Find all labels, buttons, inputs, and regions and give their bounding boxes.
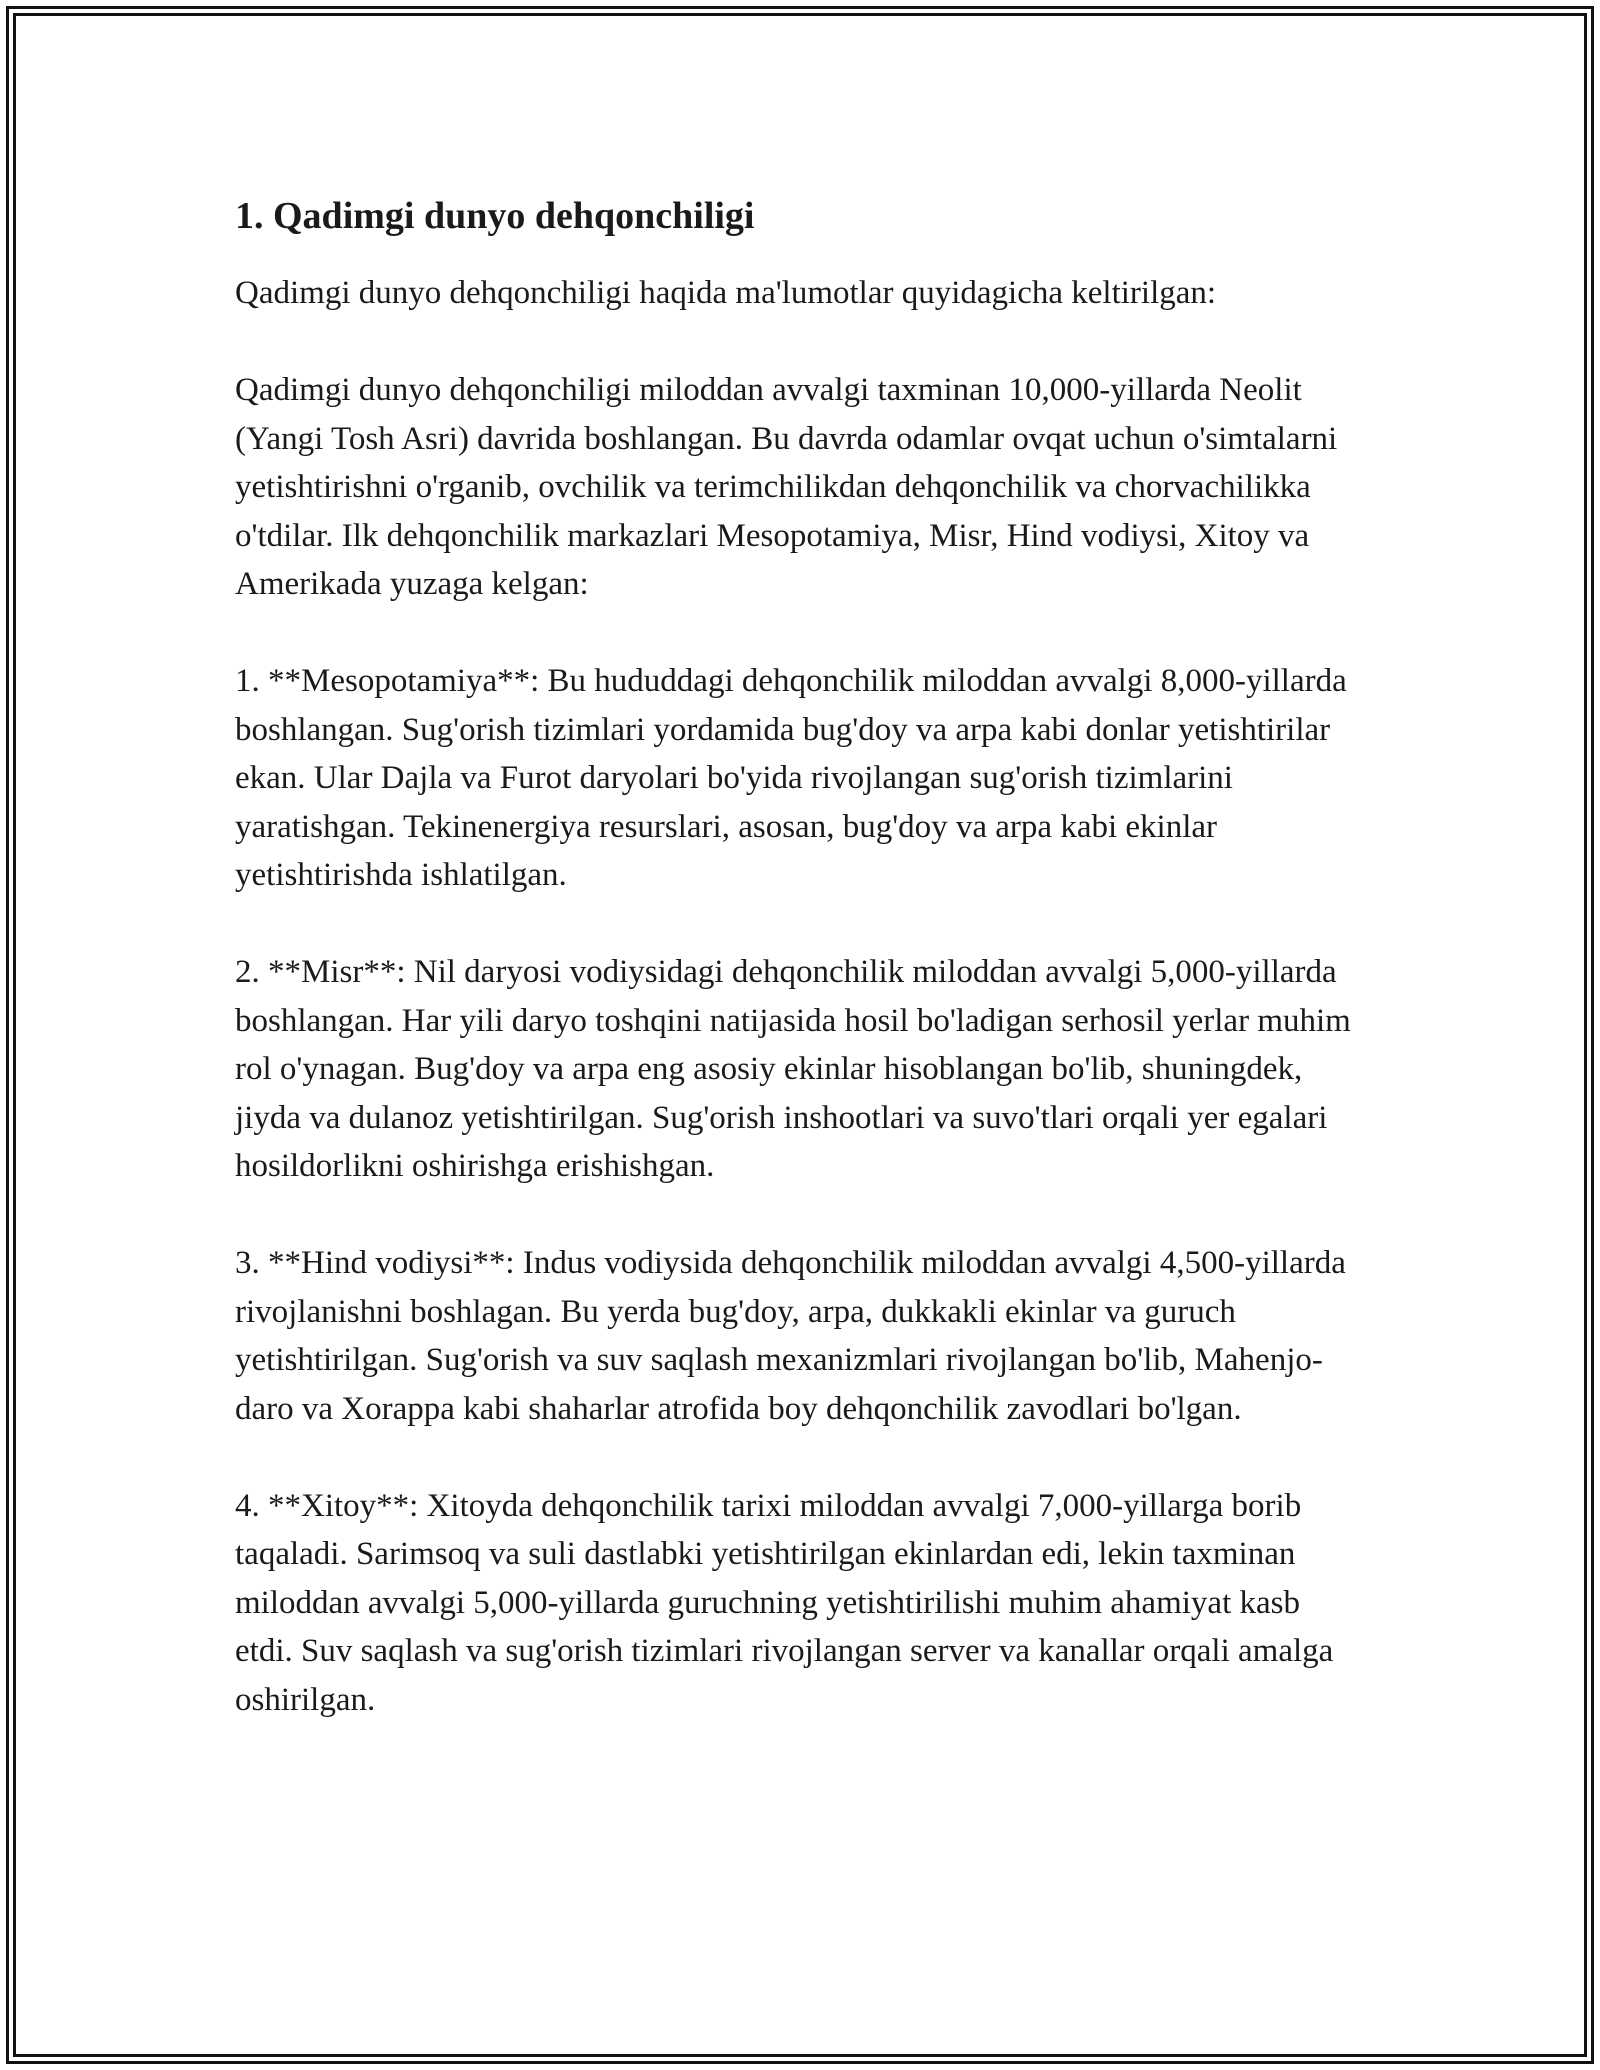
- intro-paragraph: Qadimgi dunyo dehqonchiligi haqida ma'lumotlar quyidagicha keltirilgan:: [235, 275, 1217, 311]
- paragraph-egypt: 2. **Misr**: Nil daryosi vodiysidagi dehqonchilik miloddan avvalgi 5,000-yillarda boshlangan. Har yili daryo toshqini natijasida hosil bo'ladigan serhosil yerlar muhim rol o'ynagan. Bug'doy va arpa eng asosiy ekinlar hisoblangan bo'lib, shuningdek, jiyda va dulanoz yetishtirilgan. Sug'orish inshootlari va suvo'tlari orqali yer egalari hosildorlikni oshirishga erishishgan.: [235, 954, 1351, 1184]
- paragraph-overview: Qadimgi dunyo dehqonchiligi miloddan avvalgi taxminan 10,000-yillarda Neolit (Yangi Tosh Asri) davrida boshlangan. Bu davrda odamlar ovqat uchun o'simtalarni yetishtirishni o'rganib, ovchilik va terimchilikdan dehqonchilik va chorvachilikka o'tdilar. Ilk dehqonchilik markazlari Mesopotamiya, Misr, Hind vodiysi, Xitoy va Amerikada yuzaga kelgan:: [235, 372, 1338, 602]
- document-title: 1. Qadimgi dunyo dehqonchiligi: [235, 195, 755, 237]
- document-body: [235, 185, 1365, 1773]
- paragraph-indus-valley: 3. **Hind vodiysi**: Indus vodiysida dehqonchilik miloddan avvalgi 4,500-yillarda rivojlanishni boshlagan. Bu yerda bug'doy, arpa, dukkakli ekinlar va guruch yetishtirilgan. Sug'orish va suv saqlash mexanizmlari rivojlangan bo'lib, Mahenjo-daro va Xorappa kabi shaharlar atrofida boy dehqonchilik zavodlari bo'lgan.: [235, 1245, 1346, 1427]
- paragraph-china: 4. **Xitoy**: Xitoyda dehqonchilik tarixi miloddan avvalgi 7,000-yillarga borib taqaladi. Sarimsoq va suli dastlabki yetishtirilgan ekinlardan edi, lekin taxminan miloddan avvalgi 5,000-yillarda guruchning yetishtirilishi muhim ahamiyat kasb etdi. Suv saqlash va sug'orish tizimlari rivojlangan server va kanallar orqali amalga oshirilgan.: [235, 1487, 1334, 1718]
- paragraph-mesopotamia: 1. **Mesopotamiya**: Bu hududdagi dehqonchilik miloddan avvalgi 8,000-yillarda boshlangan. Sug'orish tizimlari yordamida bug'doy va arpa kabi donlar yetishtirilar ekan. Ular Dajla va Furot daryolari bo'yida rivojlangan sug'orish tizimlarini yaratishgan. Tekinenergiya resurslari, asosan, bug'doy va arpa kabi ekinlar yetishtirishda ishlatilgan.: [235, 663, 1347, 893]
